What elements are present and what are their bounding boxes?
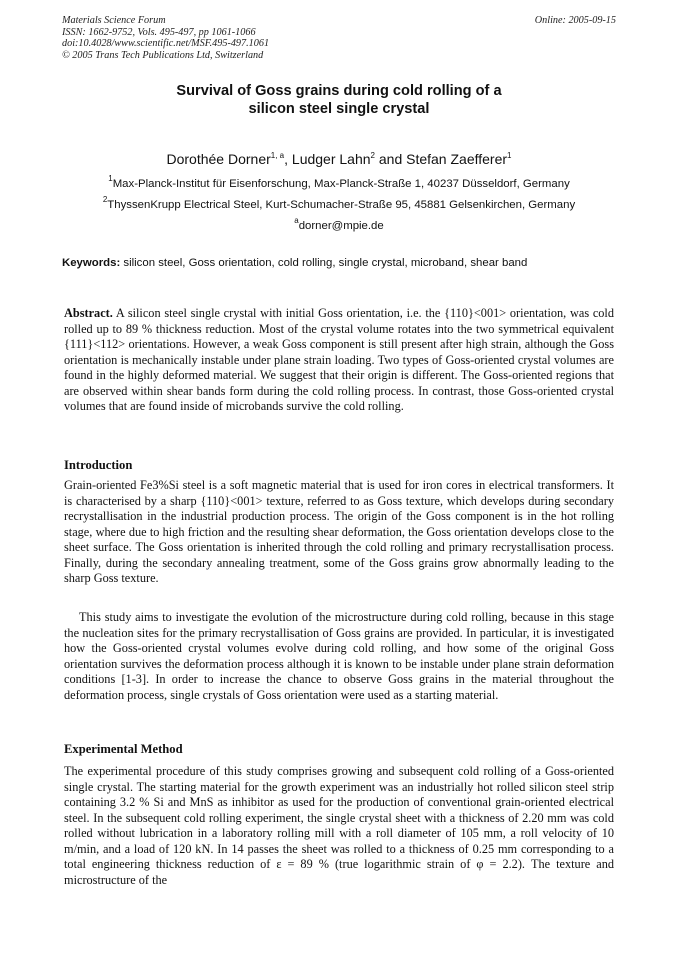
journal-name: Materials Science Forum: [62, 15, 166, 26]
author-email: [62, 216, 616, 233]
author-2-affiliation-mark: 2: [370, 151, 375, 160]
author-list: [62, 150, 616, 168]
online-date: Online: 2005-09-15: [534, 15, 616, 26]
publication-metadata: [62, 15, 616, 61]
keywords: [62, 256, 622, 270]
abstract-paragraph: [64, 306, 614, 415]
keywords-label: Keywords:: [62, 257, 121, 269]
copyright-line: © 2005 Trans Tech Publications Ltd, Switzerland: [62, 49, 264, 61]
abstract-text: A silicon steel single crystal with initial Goss orientation, i.e. the {110}<001> orientation, was cold rolled up to 89 % thickness reduction. Most of the crystal volume rotates into the two symmetrical equivalent {111}<112> orientations. However, a weak Goss component is still present after high strain, although the Goss orientation is mechanically instable under plane strain loading. Two types of Goss-oriented crystal volumes are found in the highly deformed material. We suggest that their origin is different. The Goss-oriented regions that are observed within shear bands form during the cold rolling process. In contrast, those Goss-oriented crystal volumes that are found inside of microbands survive the cold rolling.: [64, 306, 614, 414]
issn-line: ISSN: 1662-9752, Vols. 495-497, pp 1061-1066: [62, 26, 256, 38]
author-3-affiliation-mark: 1: [507, 151, 512, 160]
author-1-affiliation-mark: 1, a: [270, 151, 285, 160]
affiliation-1-mark: 1: [108, 174, 113, 183]
affiliation-1: [62, 174, 616, 191]
title-line-1: Survival of Goss grains during cold rolling of a: [176, 83, 502, 99]
affiliation-2-mark: 2: [102, 195, 108, 204]
introduction-paragraph-1: Grain-oriented Fe3%Si steel is a soft magnetic material that is used for iron cores in electrical transformers. It is characterised by a sharp {110}<001> texture, referred to as Goss texture, which develops during secondary recrystallisation in the industrial production process. The origin of the Goss component is in the hot rolling stage, where due to high friction and the resulting shear deformation, the Goss orientation develops close to the sheet surface. The Goss orientation is inherited through the cold rolling and primary recrystallisation process. Finally, during the secondary annealing treatment, some of the Goss grains grow abnormally leading to the sharp Goss texture.: [64, 478, 614, 586]
email-text: dorner@mpie.de: [298, 220, 384, 232]
affiliation-2: [62, 195, 616, 212]
author-2: , Ludger Lahn: [284, 151, 371, 167]
affiliation-2-text: ThyssenKrupp Electrical Steel, Kurt-Schumacher-Straße 95, 45881 Gelsenkirchen, Germany: [107, 199, 576, 211]
abstract-label: Abstract.: [64, 306, 113, 320]
author-3: and Stefan Zaefferer: [374, 151, 508, 167]
keywords-text: silicon steel, Goss orientation, cold rolling, single crystal, microband, shear band: [120, 257, 528, 269]
doi-line: doi:10.4028/www.scientific.net/MSF.495-497.1061: [62, 38, 270, 50]
author-1: Dorothée Dorner: [166, 151, 271, 167]
experimental-paragraph-1: The experimental procedure of this study comprises growing and subsequent cold rolling of a Goss-oriented single crystal. The starting material for the growth experiment was an industrially hot rolled silicon steel strip containing 3.2 % Si and MnS as inhibitor as used for the production of conventional grain-oriented electrical steel. In the subsequent cold rolling experiment, the single crystal sheet with a thickness of 2.20 mm was cold rolled without lubrication in a laboratory rolling mill with a roll diameter of 105 mm, a roll velocity of 10 m/min, and a load of 120 kN. In 14 passes the sheet was rolled to a thickness of 0.25 mm corresponding to a total engineering thickness reduction of ε = 89 % (true logarithmic strain of φ = 2.2). The texture and microstructure of the: [64, 764, 614, 887]
email-mark: a: [294, 216, 299, 225]
section-heading-introduction: Introduction: [64, 458, 133, 472]
affiliation-1-text: Max-Planck-Institut für Eisenforschung, Max-Planck-Straße 1, 40237 Düsseldorf, Germany: [112, 178, 570, 190]
introduction-paragraph-2: This study aims to investigate the evolution of the microstructure during cold rolling, because in this stage the nucleation sites for the primary recrystallisation of Goss grains are provided. In particular, it is investigated how the Goss-oriented crystal volumes evolve during cold rolling, and how some of the original Goss orientation survives the deformation process although it is known to be instable under plane strain deformation conditions [1-3]. In order to increase the chance to observe Goss grains in the material throughout the deformation process, single crystals of Goss orientation were used as a starting material.: [64, 610, 614, 702]
paper-title: [62, 82, 616, 118]
section-heading-experimental-method: Experimental Method: [64, 742, 183, 756]
title-line-2: silicon steel single crystal: [248, 101, 430, 117]
